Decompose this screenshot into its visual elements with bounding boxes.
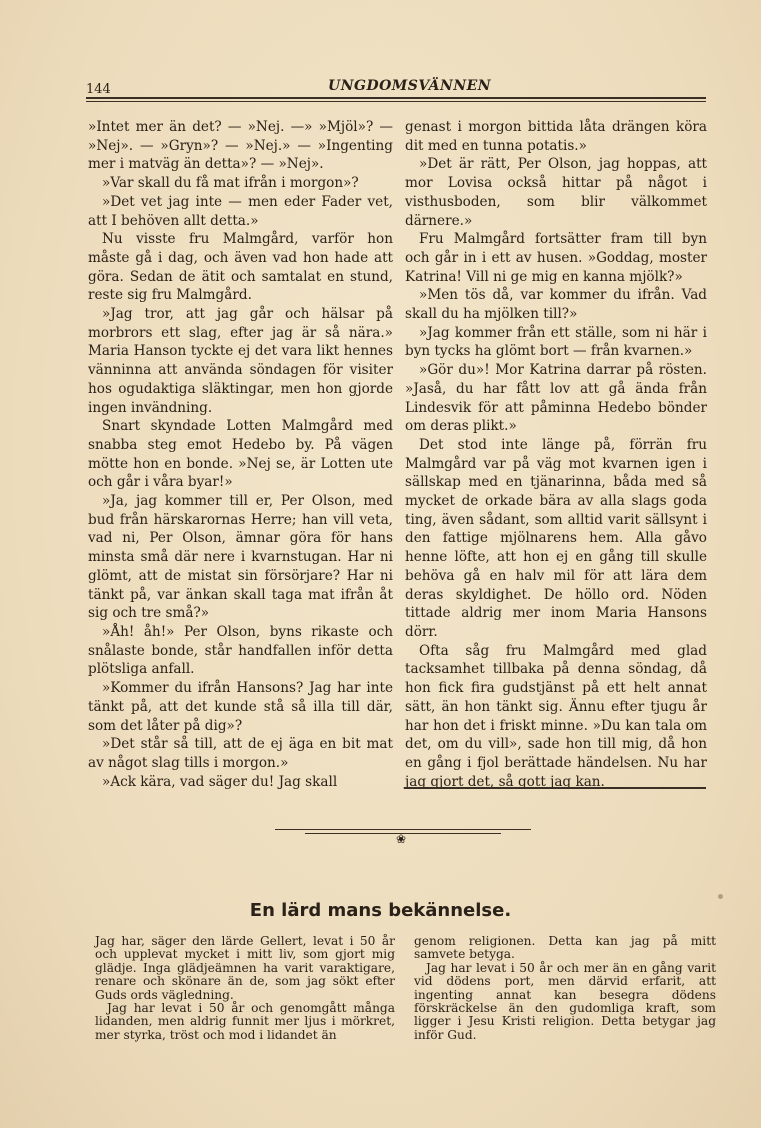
article-column-left [95,935,395,1042]
paragraph: Det stod inte länge på, förrän fru Malmgård var på väg mot kvarnen igen i sällskap med en tjänarinna, båda med så mycket de orkade bära av alla slags goda ting, även sådant, som alltid varit sällsynt i den fattige mjölnarens hem. Alla gåvo henne löfte, att hon ej en gång till skulle behöva gå en halv mil för att lära dem deras skyldighet. De höllo ord. Nöden tittade aldrig mer inom Maria Hansons dörr. [405,436,707,640]
article-column-right [414,935,716,1042]
section-divider [275,829,531,830]
paragraph: Jag har, säger den lärde Gellert, levat i 50 år och upplevat mycket i mitt liv, som gjort mig glädje. Inga glädjeämnen ha varit varaktigare, renare och skönare än de, som jag sökt efter Guds ords vägledning. [95,934,395,1002]
paragraph: »Åh! åh!» Per Olson, byns rikaste och snålaste bonde, står handfallen inför detta plötsliga anfall. [88,623,393,678]
paragraph: Nu visste fru Malmgård, varför hon måste gå i dag, och även vad hon hade att göra. Sedan de ätit och samtalat en stund, reste sig fru Malmgård. [88,231,393,304]
story-column-right [405,118,707,791]
article-title: En lärd mans bekännelse. [249,900,512,921]
paragraph: »Ack kära, vad säger du! Jag skall [102,773,338,790]
paragraph: »Var skall du få mat ifrån i morgon»? [102,175,359,192]
paragraph: »Det står så till, att de ej äga en bit mat av något slag tills i morgon.» [88,736,393,771]
paragraph: Jag har levat i 50 år och mer än en gång varit vid dödens port, men därvid erfarit, att ingenting annat kan besegra dödens förskräckelse än den gudomliga kraft, som ligger i Jesu Kristi religion. Detta betygar jag inför Gud. [414,960,716,1042]
paragraph: »Det är rätt, Per Olson, jag hoppas, att mor Lovisa också hittar på något i visthusboden, som blir välkommet därnere.» [405,156,707,229]
paper-speck [718,894,723,899]
paragraph: genast i morgon bittida låta drängen köra dit med en tunna potatis.» [405,119,707,154]
page-number: 144 [86,82,111,97]
paragraph: »Ja, jag kommer till er, Per Olson, med bud från härskarornas Herre; han vill veta, vad ni, Per Olson, ämnar göra för hans minsta små där nere i kvarnstugan. Har ni glömt, att de mistat sin försörjare? Har ni tänkt på, var änkan skall taga mat ifrån åt sig och tre små?» [88,493,393,622]
paragraph: »Jag tror, att jag går och hälsar på morbrors ett slag, efter jag är så nära.» Maria Hanson tyckte ej det vara likt hennes vänninna att använda söndagen för visiter hos ogudaktiga släktingar, men hon gjorde ingen invändning. [88,306,393,416]
story-column-left [88,118,393,791]
paragraph: »Gör du»! Mor Katrina darrar på rösten. »Jaså, du har fått lov att gå ända från Lindesvik för att påminna Hedebo bönder om deras plikt.» [405,362,707,435]
paragraph: »Det vet jag inte — men eder Fader vet, att I behöven allt detta.» [88,193,393,229]
paragraph: Fru Malmgård fortsätter fram till byn och går in i ett av husen. »Goddag, moster Katrina! Vill ni ge mig en kanna mjölk?» [405,231,707,285]
paragraph: Jag har levat i 50 år och genomgått många lidanden, men aldrig funnit mer ljus i mörkret, mer styrka, tröst och mod i lidandet än [95,1001,395,1042]
header-rule [86,97,706,99]
flower-ornament-icon: ❀ [396,832,407,846]
paragraph: Snart skyndade Lotten Malmgård med snabba steg emot Hedebo by. På vägen mötte hon en bonde. »Nej se, är Lotten ute och går i våra byar!» [88,418,393,491]
paragraph: »Jag kommer från ett ställe, som ni här i byn tycks ha glömt bort — från kvarnen.» [405,324,707,360]
running-title: UNGDOMSVÄNNEN [328,78,492,94]
paragraph: »Intet mer än det? — »Nej. —» »Mjöl»? — »Nej». — »Gryn»? — »Nej.» — »Ingenting mer i matväg än detta»? — »Nej». [88,119,393,173]
paragraph: »Kommer du ifrån Hansons? Jag har inte tänkt på, att det kunde stå så illa till där, som det låter på dig»? [88,680,393,734]
header-rule-thin [86,101,706,102]
paragraph: Ofta såg fru Malmgård med glad tacksamhet tillbaka på denna söndag, då hon fick fira gudstjänst på ett helt annat sätt, än hon tänkt sig. Ännu efter tjugu år har hon det i friskt minne. »Du kan tala om det, om du vill», sade hon till mig, då hon en gång i fjol berättade händelsen. Nu har jag gjort det, så gott jag kan. [405,642,707,790]
paragraph: »Men tös då, var kommer du ifrån. Vad skall du ha mjölken till?» [405,287,707,323]
column-end-rule [404,787,706,789]
paragraph: genom religionen. Detta kan jag på mitt samvete betyga. [414,934,716,962]
